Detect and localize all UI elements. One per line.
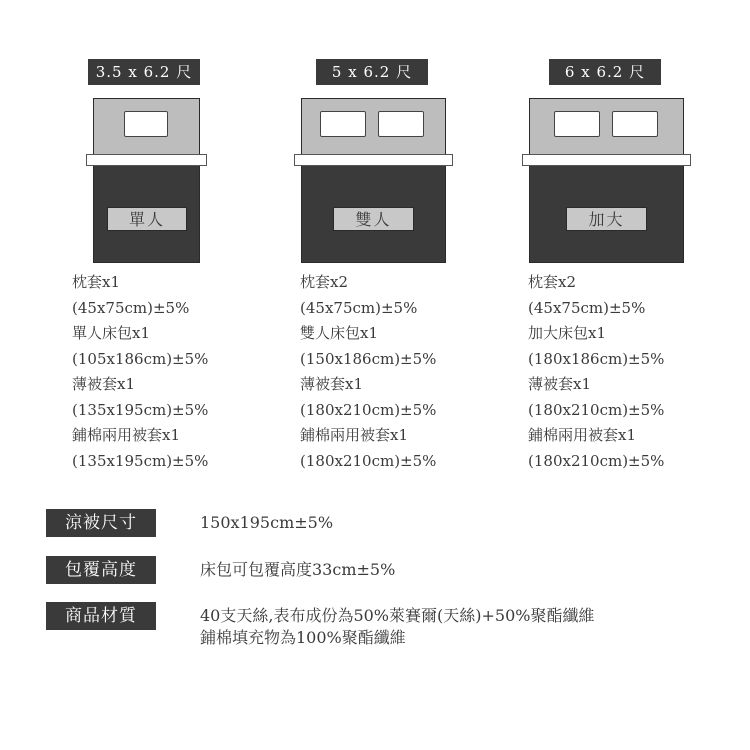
list-item: 薄被套x1 [528, 375, 592, 393]
list-item: 雙人床包x1 [300, 324, 379, 342]
list-item: 薄被套x1 [72, 375, 136, 393]
list-item: (180x210cm)±5% [528, 400, 665, 419]
bed-sheet-band [86, 154, 207, 166]
list-item: (180x210cm)±5% [300, 451, 437, 470]
bed-diagram-king [529, 98, 684, 263]
item-list-single [72, 270, 208, 474]
bed-head [94, 99, 199, 155]
pillow-icon [612, 111, 658, 137]
pillow-icon [378, 111, 424, 137]
bed-head [530, 99, 683, 155]
list-item: (105x186cm)±5% [72, 349, 209, 368]
list-item: 枕套x1 [72, 273, 121, 291]
list-item: (45x75cm)±5% [528, 298, 646, 317]
bed-head [302, 99, 445, 155]
list-item: (135x195cm)±5% [72, 400, 209, 419]
list-item: 單人床包x1 [72, 324, 151, 342]
pillow-icon [320, 111, 366, 137]
spec-label: 包覆高度 [46, 556, 156, 584]
pillow-icon [124, 111, 168, 137]
list-item: (45x75cm)±5% [72, 298, 190, 317]
list-item: 鋪棉兩用被套x1 [528, 426, 637, 444]
bed-diagram-double [301, 98, 446, 263]
item-list-king [528, 270, 664, 474]
list-item: (150x186cm)±5% [300, 349, 437, 368]
spec-label: 涼被尺寸 [46, 509, 156, 537]
bed-sheet-band [522, 154, 691, 166]
list-item: (135x195cm)±5% [72, 451, 209, 470]
list-item: (180x210cm)±5% [300, 400, 437, 419]
bed-sheet-band [294, 154, 453, 166]
list-item: 鋪棉兩用被套x1 [300, 426, 409, 444]
list-item: (180x210cm)±5% [528, 451, 665, 470]
list-item: 薄被套x1 [300, 375, 364, 393]
list-item: 枕套x2 [300, 273, 349, 291]
spec-value: 150x195cm±5% [200, 513, 334, 532]
size-tag-single: 3.5 x 6.2 尺 [88, 59, 200, 85]
bed-diagram-single [93, 98, 200, 263]
list-item: (45x75cm)±5% [300, 298, 418, 317]
spec-label: 商品材質 [46, 602, 156, 630]
list-item: 加大床包x1 [528, 324, 607, 342]
bed-label-king: 加大 [566, 207, 647, 231]
bed-label-single: 單人 [107, 207, 187, 231]
pillow-icon [554, 111, 600, 137]
size-tag-double: 5 x 6.2 尺 [316, 59, 428, 85]
spec-value: 床包可包覆高度33cm±5% [200, 560, 396, 579]
bed-label-double: 雙人 [333, 207, 414, 231]
list-item: 枕套x2 [528, 273, 577, 291]
list-item: 鋪棉兩用被套x1 [72, 426, 181, 444]
spec-value-line: 40支天絲,表布成份為50%萊賽爾(天絲)+50%聚酯纖維 [200, 606, 595, 625]
spec-value-line: 鋪棉填充物為100%聚酯纖維 [200, 628, 406, 647]
size-tag-king: 6 x 6.2 尺 [549, 59, 661, 85]
spec-value [200, 605, 594, 649]
item-list-double [300, 270, 436, 474]
list-item: (180x186cm)±5% [528, 349, 665, 368]
